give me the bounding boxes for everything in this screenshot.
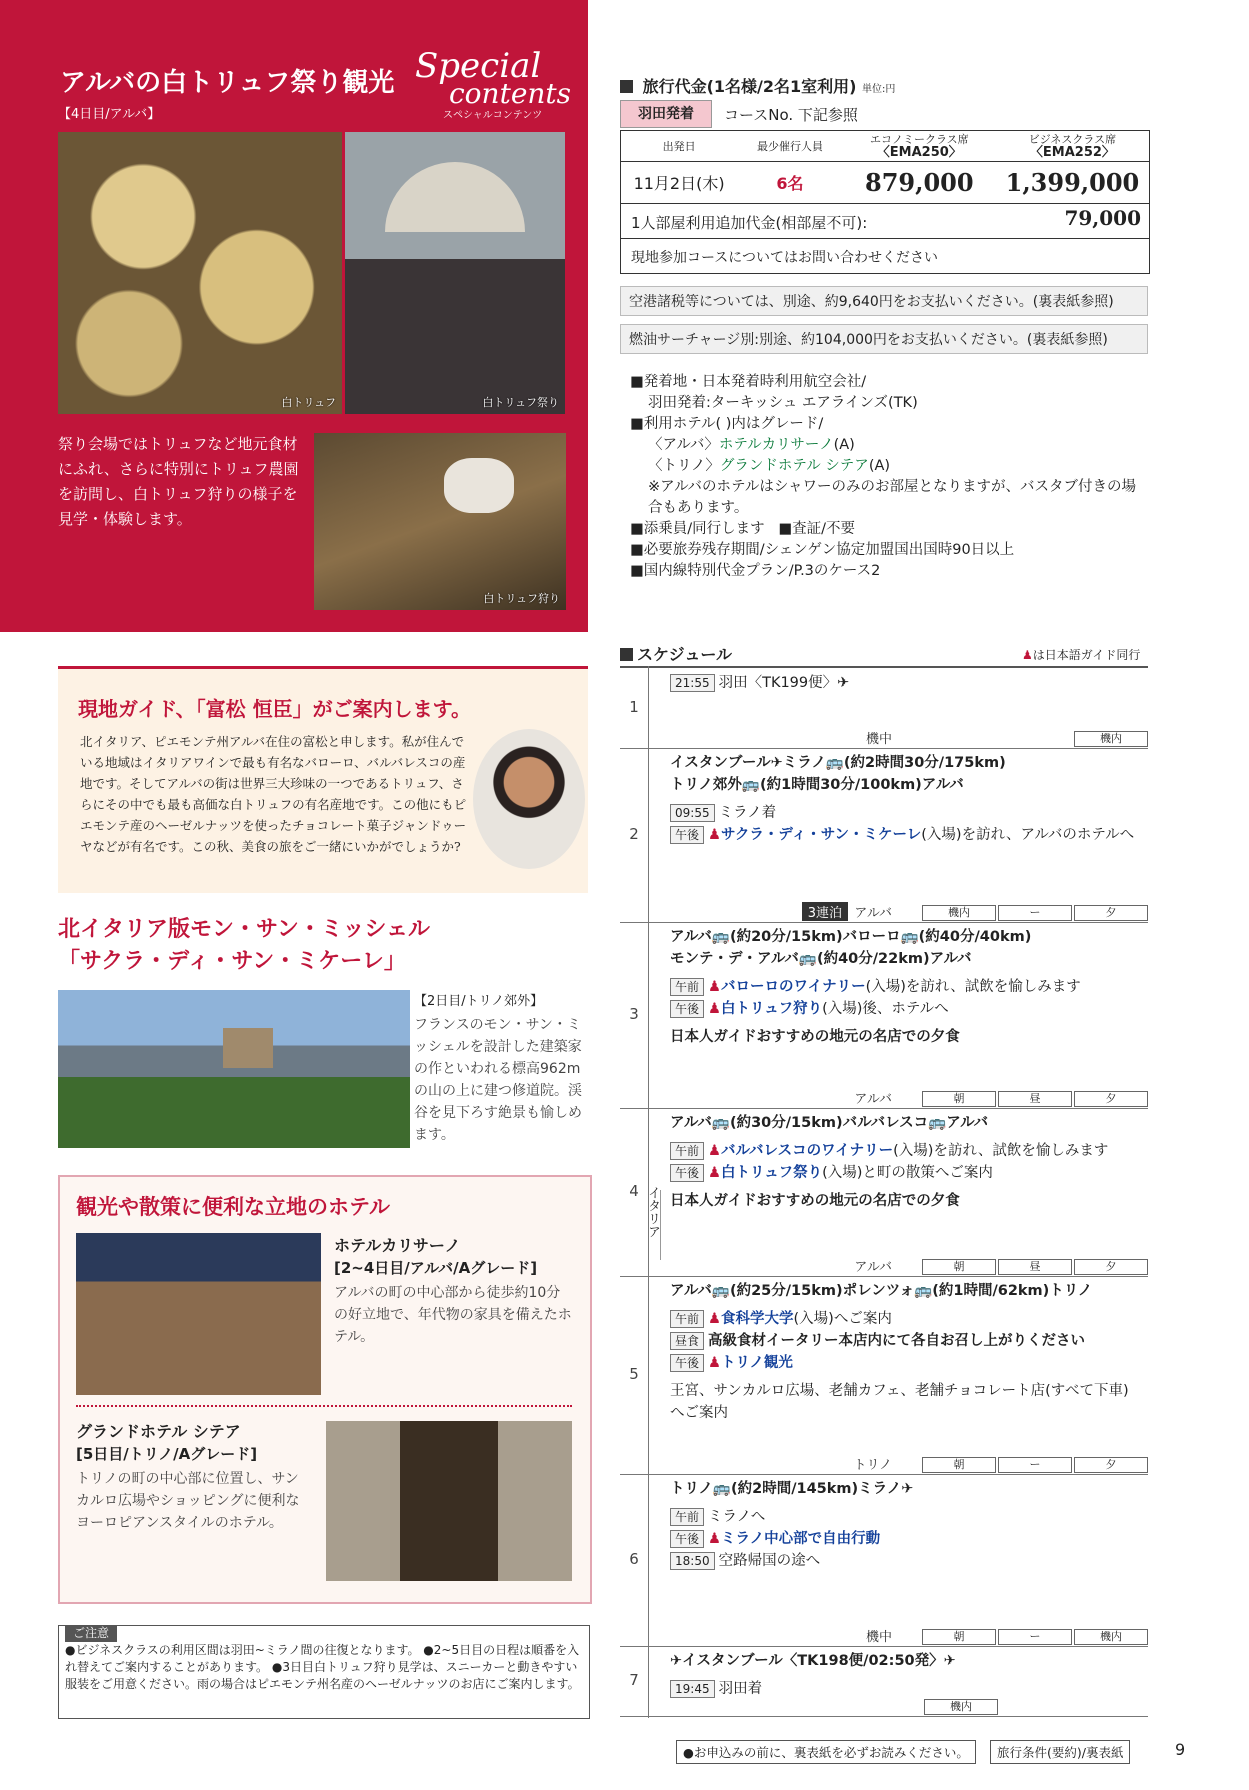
meal-cell: 昼 [998, 1259, 1072, 1275]
stay-location: 機中 [865, 1630, 892, 1645]
highlight: サクラ・ディ・サン・ミケーレ [721, 827, 922, 843]
time-tag: 午前 [670, 978, 704, 996]
time-tag: 午後 [670, 1530, 704, 1548]
price-table [620, 130, 1150, 274]
country-label: イタリア [645, 1186, 660, 1238]
meals [922, 1629, 1148, 1645]
meal-cell: 朝 [922, 1629, 996, 1645]
hotel2-name: グランドホテル シテア [719, 458, 869, 474]
day-number: 6 [629, 1550, 639, 1568]
departure-date: 11月2日(木) [633, 173, 725, 193]
col-eco [843, 131, 996, 161]
day-item [670, 1308, 1140, 1330]
day-item [670, 1352, 1140, 1374]
col-date: 出発日 [662, 139, 696, 153]
hotel2-title: グランドホテル シテア [76, 1422, 241, 1441]
schedule-day-4 [620, 1108, 1148, 1277]
day-item [670, 1330, 1140, 1352]
day-number: 3 [629, 1005, 639, 1023]
guide-avatar [473, 729, 585, 869]
guide-icon: ♟ [1022, 648, 1033, 662]
time-tag: 昼食 [670, 1332, 704, 1350]
meal-cell: 夕 [1074, 1091, 1148, 1107]
day-item [670, 824, 1140, 846]
stay-location: 機中 [865, 732, 892, 747]
meals [922, 1091, 1148, 1107]
col-min: 最少催行人員 [756, 139, 823, 153]
japanese-guide-icon: ♟ [708, 1001, 722, 1017]
airline-label: ■発着地・日本発着時利用航空会社/ [630, 374, 867, 390]
item-text: (入場)後、ホテルへ [822, 1001, 949, 1017]
hotel2-city: 〈トリノ〉 [648, 458, 720, 474]
hotel2-line [630, 456, 1150, 477]
guide-heading: 現地ガイド、「富松 恒臣」がご案内します。 [78, 697, 471, 721]
item-text: 空路帰国の途へ [718, 1553, 821, 1569]
japanese-guide-icon: ♟ [708, 1531, 722, 1547]
visa: ■査証/不要 [778, 521, 856, 537]
hotels-box [58, 1175, 592, 1604]
day-item [670, 1506, 1140, 1528]
hotels-divider [76, 1405, 572, 1407]
meals [1074, 731, 1148, 747]
local-guide-box [58, 666, 588, 893]
logo-line1: Special [415, 46, 542, 86]
day-number: 2 [629, 825, 639, 843]
special-description: 祭り会場ではトリュフなど地元食材にふれ、さらに特別にトリュフ農園を訪問し、白トリュフ狩りの様子を見学・体験します。 [58, 435, 299, 528]
price-heading-text: 旅行代金(1名様/2名1室利用) [642, 77, 857, 96]
hotel1-grade: (A) [833, 437, 855, 453]
item-text: (入場)を訪れ、試飲を愉しみます [893, 1143, 1109, 1159]
logo-line2: contents [449, 77, 572, 110]
time-tag: 午前 [670, 1310, 704, 1328]
meals [922, 1259, 1148, 1275]
highlight: 白トリュフ狩り [721, 1001, 823, 1017]
fuel-surcharge-note: 燃油サーチャージ別:別途、約104,000円をお支払いください。(裏表紙参照) [620, 324, 1148, 354]
day-number: 1 [629, 698, 639, 716]
meals [924, 1699, 998, 1715]
economy-price: 879,000 [865, 167, 974, 197]
time-tag: 午後 [670, 1000, 704, 1018]
conductor-visa-line [630, 519, 1150, 540]
meal-cell: 夕 [1074, 1259, 1148, 1275]
col-biz-code: 〈EMA252〉 [1029, 144, 1115, 160]
meal-cell: 朝 [922, 1259, 996, 1275]
meals [922, 1457, 1148, 1473]
sacra-sub: 【2日目/トリノ郊外】 [414, 994, 544, 1009]
sacra-text: フランスのモン・サン・ミッシェルを設計した建築家の作といわれる標高962mの山の上に建つ修道院。渓谷を見下ろす絶景も愉しめます。 [414, 1017, 582, 1143]
day-content [670, 1112, 1140, 1212]
item-text: ミラノ着 [718, 805, 777, 821]
footer-notice: ●お申込みの前に、裏表紙を必ずお読みください。 [676, 1740, 976, 1764]
day-number: 5 [629, 1365, 639, 1383]
single-room-row [621, 203, 1149, 238]
meal-cell: ー [998, 905, 1072, 921]
single-room-price: 79,000 [1064, 206, 1141, 230]
day-route: モンテ・デ・アルバ🚌(約40分/22km)アルバ [670, 951, 972, 967]
col-biz [996, 131, 1149, 161]
tour-info [630, 372, 1150, 582]
japanese-guide-icon: ♟ [708, 1143, 722, 1159]
day-number: 7 [629, 1671, 639, 1689]
day-route: トリノ🚌(約2時間/145km)ミラノ✈ [670, 1481, 914, 1497]
item-text: ミラノへ [708, 1509, 766, 1525]
meal-cell: ー [998, 1629, 1072, 1645]
hotel-label: ■利用ホテル( )内はグレード/ [630, 416, 824, 432]
special-subtitle: 【4日目/アルバ】 [58, 107, 161, 122]
price-heading [620, 74, 895, 97]
day-extra: 日本人ガイドおすすめの地元の名店での夕食 [670, 1029, 960, 1045]
day-item [670, 998, 1140, 1020]
airport-tax-note: 空港諸税等については、別途、約9,640円をお支払いください。(裏表紙参照) [620, 286, 1148, 316]
stay-location: トリノ [853, 1458, 892, 1473]
stay-location: アルバ [854, 906, 892, 921]
truffle-photo [58, 132, 342, 414]
item-text: 羽田〈TK199便〉✈ [718, 675, 850, 691]
sacra-photo [58, 990, 410, 1148]
hotel1-line [630, 435, 1150, 456]
truffle-hunting-photo [314, 433, 566, 610]
day-content [670, 1650, 1140, 1700]
caution-label: ご注意 [65, 1625, 117, 1642]
japanese-guide-icon: ♟ [708, 1311, 722, 1327]
caution-text: ●ビジネスクラスの利用区間は羽田~ミラノ間の往復となります。 ●2~5日目の日程は順番を入れ替えてご案内することがあります。 ●3日目白トリュフ狩り見学は、スニーカーと動きやすい服装をご用意ください。雨の場合はピエモンテ州名産のヘーゼルナッツのお店にご案内します。 [65, 1643, 580, 1691]
day-item [670, 1678, 1140, 1700]
hotel1-text: アルバの町の中心部から徒歩約10分の好立地で、年代物の家具を備えたホテル。 [334, 1285, 572, 1345]
day-content [670, 1280, 1140, 1424]
meal-cell: 機内 [922, 905, 996, 921]
festival-photo-caption: 白トリュフ祭り [482, 396, 559, 409]
meals [922, 905, 1148, 921]
special-contents-panel [0, 0, 588, 632]
day-content [670, 1478, 1140, 1572]
truffle-photo-caption: 白トリュフ [281, 396, 336, 409]
hotel2-subtitle: [5日目/トリノ/Aグレード] [76, 1445, 258, 1463]
time-tag: 午前 [670, 1508, 704, 1526]
schedule-day-7 [620, 1646, 1148, 1717]
sacra-heading-2: 「サクラ・ディ・サン・ミケーレ」 [58, 948, 406, 974]
local-join-row [621, 238, 1149, 273]
hotel1-city: 〈アルバ〉 [648, 437, 719, 453]
local-join-text: 現地参加コースについてはお問い合わせください [631, 250, 939, 266]
sacra-heading-1: 北イタリア版モン・サン・ミッシェル [58, 916, 431, 942]
caution-note [58, 1625, 590, 1719]
meal-cell: 朝 [922, 1457, 996, 1473]
time-tag: 18:50 [670, 1552, 715, 1570]
festival-photo [345, 132, 565, 414]
meal-cell: 夕 [1074, 905, 1148, 921]
day-extra: 王宮、サンカルロ広場、老舗カフェ、老舗チョコレート店(すべて下車)へご案内 [670, 1383, 1129, 1421]
time-tag: 午後 [670, 1354, 704, 1372]
day-item [670, 1162, 1140, 1184]
guide-text: 北イタリア、ピエモンテ州アルバ在住の富松と申します。私が住んでいる地域はイタリアワインで最も有名なバローロ、バルバレスコの産地です。そしてアルバの街は世界三大珍味の一つであるトリュフ、さらにその中でも最も高価な白トリュフの有名産地です。この他にもピエモンテ産のヘーゼルナッツを使ったチョコレート菓子ジャンドゥーヤなどが有名です。この秋、美食の旅をご一緒にいかがでしょうか? [80, 734, 467, 854]
special-title: アルバの白トリュフ祭り観光 [60, 68, 395, 98]
day-item [670, 802, 1140, 824]
item-text: 高級食材イータリー本店内にて各自お召し上がりください [708, 1333, 1086, 1349]
day-route: アルバ🚌(約20分/15km)バローロ🚌(約40分/40km) [670, 929, 1032, 945]
day-item [670, 976, 1140, 998]
highlight: トリノ観光 [721, 1355, 793, 1371]
meal-cell: 機内 [1074, 1629, 1148, 1645]
hotel1-photo [76, 1233, 321, 1395]
item-text: 羽田着 [718, 1681, 763, 1697]
time-tag: 09:55 [670, 804, 715, 822]
hotels-heading: 観光や散策に便利な立地のホテル [76, 1194, 390, 1219]
schedule-day-5 [620, 1276, 1148, 1475]
schedule-day-6 [620, 1474, 1148, 1647]
stay-location: アルバ [854, 1092, 892, 1107]
single-room-label: 1人部屋利用追加代金(相部屋不可): [631, 214, 868, 232]
domestic-plan: ■国内線特別代金プラン/P.3のケース2 [630, 563, 881, 579]
hotel1-subtitle: [2~4日目/アルバ/Aグレード] [334, 1259, 538, 1277]
meal-cell: 機内 [924, 1699, 998, 1715]
meal-cell: 朝 [922, 1091, 996, 1107]
day-item [670, 1140, 1140, 1162]
japanese-guide-icon: ♟ [708, 1165, 722, 1181]
business-price: 1,399,000 [1005, 167, 1140, 197]
logo-sub: スペシャルコンテンツ [443, 110, 543, 121]
meal-cell: 機内 [1074, 731, 1148, 747]
day-route: イスタンブール✈ミラノ🚌(約2時間30分/175km) [670, 755, 1006, 771]
schedule-legend [1022, 646, 1140, 663]
day-route: アルバ🚌(約25分/15km)ポレンツォ🚌(約1時間/62km)トリノ [670, 1283, 1093, 1299]
passport: ■必要旅券残存期間/シェンゲン協定加盟国出国時90日以上 [630, 542, 1015, 558]
schedule-day-2 [620, 748, 1148, 923]
price-unit: 単位:円 [862, 84, 896, 95]
meal-cell: 夕 [1074, 1457, 1148, 1473]
col-eco-code: 〈EMA250〉 [876, 144, 962, 160]
legend-text: は日本語ガイド同行 [1032, 648, 1141, 662]
day-content [670, 926, 1140, 1048]
stay-badge: 3連泊 [802, 902, 848, 921]
time-tag: 午後 [670, 1164, 704, 1182]
page-number: 9 [1175, 1740, 1186, 1759]
meal-cell: ー [998, 1457, 1072, 1473]
item-text: (入場)と町の散策へご案内 [822, 1165, 993, 1181]
item-text: (入場)を訪れ、試飲を愉しみます [865, 979, 1081, 995]
hotel-note: ※アルバのホテルはシャワーのみのお部屋となりますが、バスタブ付きの場合もあります。 [648, 479, 1137, 516]
day-number: 4 [629, 1182, 639, 1200]
time-tag: 21:55 [670, 674, 715, 692]
day-item [670, 1550, 1140, 1572]
highlight: 白トリュフ祭り [721, 1165, 823, 1181]
truffle-hunting-photo-caption: 白トリュフ狩り [483, 592, 560, 605]
schedule-day-1 [620, 668, 1148, 749]
departure-badge: 羽田発着 [620, 100, 712, 128]
time-tag: 午前 [670, 1142, 704, 1160]
time-tag: 午後 [670, 826, 704, 844]
day-item [670, 1528, 1140, 1550]
footer-conditions[interactable]: 旅行条件(要約)/裏表紙 [990, 1740, 1130, 1764]
day-content [670, 672, 1140, 694]
highlight: ミラノ中心部で自由行動 [721, 1531, 881, 1547]
hotel2-grade: (A) [868, 458, 891, 474]
hotel1-name: ホテルカリサーノ [718, 437, 834, 453]
japanese-guide-icon: ♟ [708, 1355, 722, 1371]
hotel2-text: トリノの町の中心部に位置し、サンカルロ広場やショッピングに便利なヨーロピアンスタイルのホテル。 [76, 1471, 300, 1531]
item-text: (入場)を訪れ、アルバのホテルへ [921, 827, 1135, 843]
highlight: バルバレスコのワイナリー [721, 1143, 894, 1159]
day-content [670, 752, 1140, 846]
day-route: トリノ郊外🚌(約1時間30分/100km)アルバ [670, 777, 964, 793]
time-tag: 19:45 [670, 1680, 715, 1698]
hotel2-photo [326, 1421, 572, 1581]
schedule-heading: スケジュール [620, 642, 732, 665]
highlight: バローロのワイナリー [721, 979, 866, 995]
stay-location: アルバ [854, 1260, 892, 1275]
hotel1-title: ホテルカリサーノ [334, 1236, 461, 1255]
meal-cell: 昼 [998, 1091, 1072, 1107]
day-route: ✈イスタンブール〈TK198便/02:50発〉✈ [670, 1653, 956, 1669]
special-logo [415, 46, 575, 121]
course-note: コースNo. 下記参照 [724, 106, 858, 124]
item-text: (入場)へご案内 [793, 1311, 892, 1327]
airline-value: 羽田発着:ターキッシュ エアラインズ(TK) [648, 395, 918, 411]
conductor: ■添乗員/同行します [630, 521, 765, 537]
col-eco-label: エコノミークラス席 [869, 132, 969, 146]
min-people: 6名 [776, 173, 804, 193]
col-biz-label: ビジネスクラス席 [1028, 132, 1117, 146]
price-grid [621, 131, 1149, 203]
day-extra: 日本人ガイドおすすめの地元の名店での夕食 [670, 1193, 960, 1209]
japanese-guide-icon: ♟ [708, 979, 722, 995]
schedule-day-3 [620, 922, 1148, 1109]
day-route: アルバ🚌(約30分/15km)バルバレスコ🚌アルバ [670, 1115, 989, 1131]
highlight: 食科学大学 [721, 1311, 794, 1327]
day-item [670, 672, 1140, 694]
japanese-guide-icon: ♟ [708, 827, 722, 843]
